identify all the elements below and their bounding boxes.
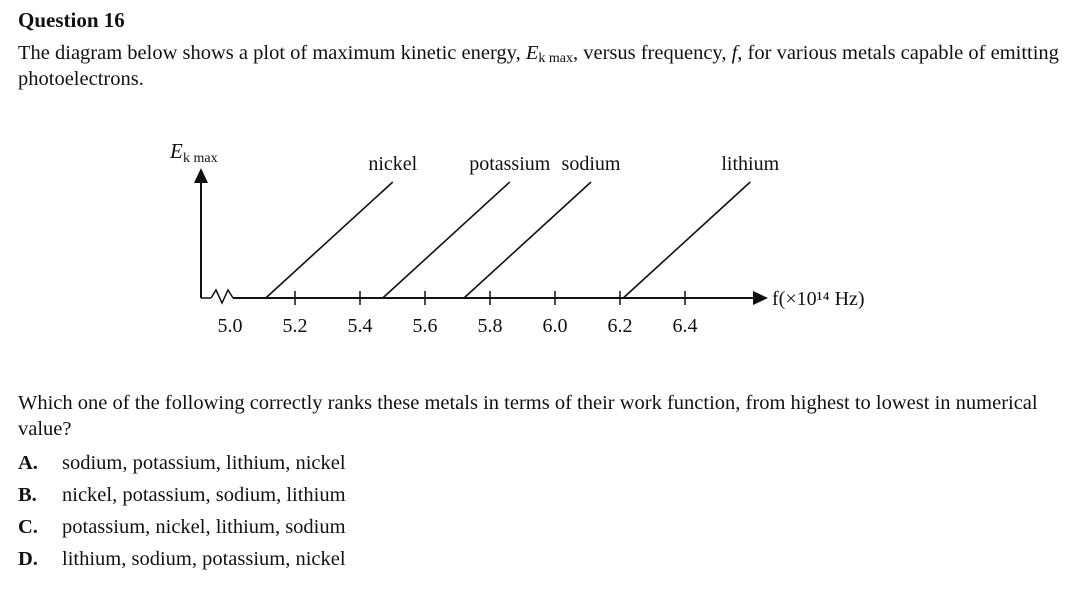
metal-label-sodium: sodium [561,153,621,175]
x-axis [201,290,768,305]
metal-label-potassium: potassium [469,153,551,175]
metal-lines [266,182,751,298]
x-tick-label: 5.4 [347,315,373,337]
x-tick-label: 5.2 [282,315,308,337]
option-text: potassium, nickel, lithium, sodium [62,516,346,538]
option-letter: D. [18,548,38,570]
option-text: nickel, potassium, sodium, lithium [62,484,346,506]
question-title: Question 16 [18,8,125,32]
metal-labels [368,153,779,175]
y-axis-label-subscript: k max [183,151,218,166]
option-b[interactable] [18,482,346,514]
option-c[interactable] [18,514,346,546]
x-tick-label: 5.6 [412,315,438,337]
x-tick-label: 6.2 [607,315,633,337]
x-tick-label: 5.8 [477,315,503,337]
x-tick-label: 6.0 [542,315,568,337]
option-a[interactable] [18,450,346,482]
option-text: lithium, sodium, potassium, nickel [62,548,346,570]
option-letter: C. [18,516,38,538]
x-tick-labels [218,315,698,337]
metal-label-lithium: lithium [721,153,780,175]
metal-line-sodium [464,182,591,298]
option-text: sodium, potassium, lithium, nickel [62,452,346,474]
metal-label-nickel: nickel [368,153,418,175]
y-axis [194,168,208,298]
y-axis-label-symbol: E [170,139,183,163]
x-tick-label: 6.4 [672,315,698,337]
x-axis-label: f(×10¹⁴ Hz) [772,288,865,310]
y-axis-arrowhead [194,168,208,183]
option-letter: A. [18,452,38,474]
metal-line-potassium [383,182,510,298]
option-letter: B. [18,484,37,506]
metal-line-nickel [266,182,393,298]
question-prompt: Which one of the following correctly ranks these metals in terms of their work function, from highest to lowest in numerical value? [18,392,1038,440]
axis-break-zigzag [211,290,233,303]
x-axis-arrowhead [753,291,768,305]
question-intro: The diagram below shows a plot of maximum kinetic energy, $E_{k max}$, versus frequency, f, for various metals capable of emitting photoelectrons. [18,42,1059,90]
x-tick-label: 5.0 [217,315,243,337]
metal-line-lithium [623,182,750,298]
answer-options [18,450,346,578]
option-d[interactable] [18,546,346,578]
